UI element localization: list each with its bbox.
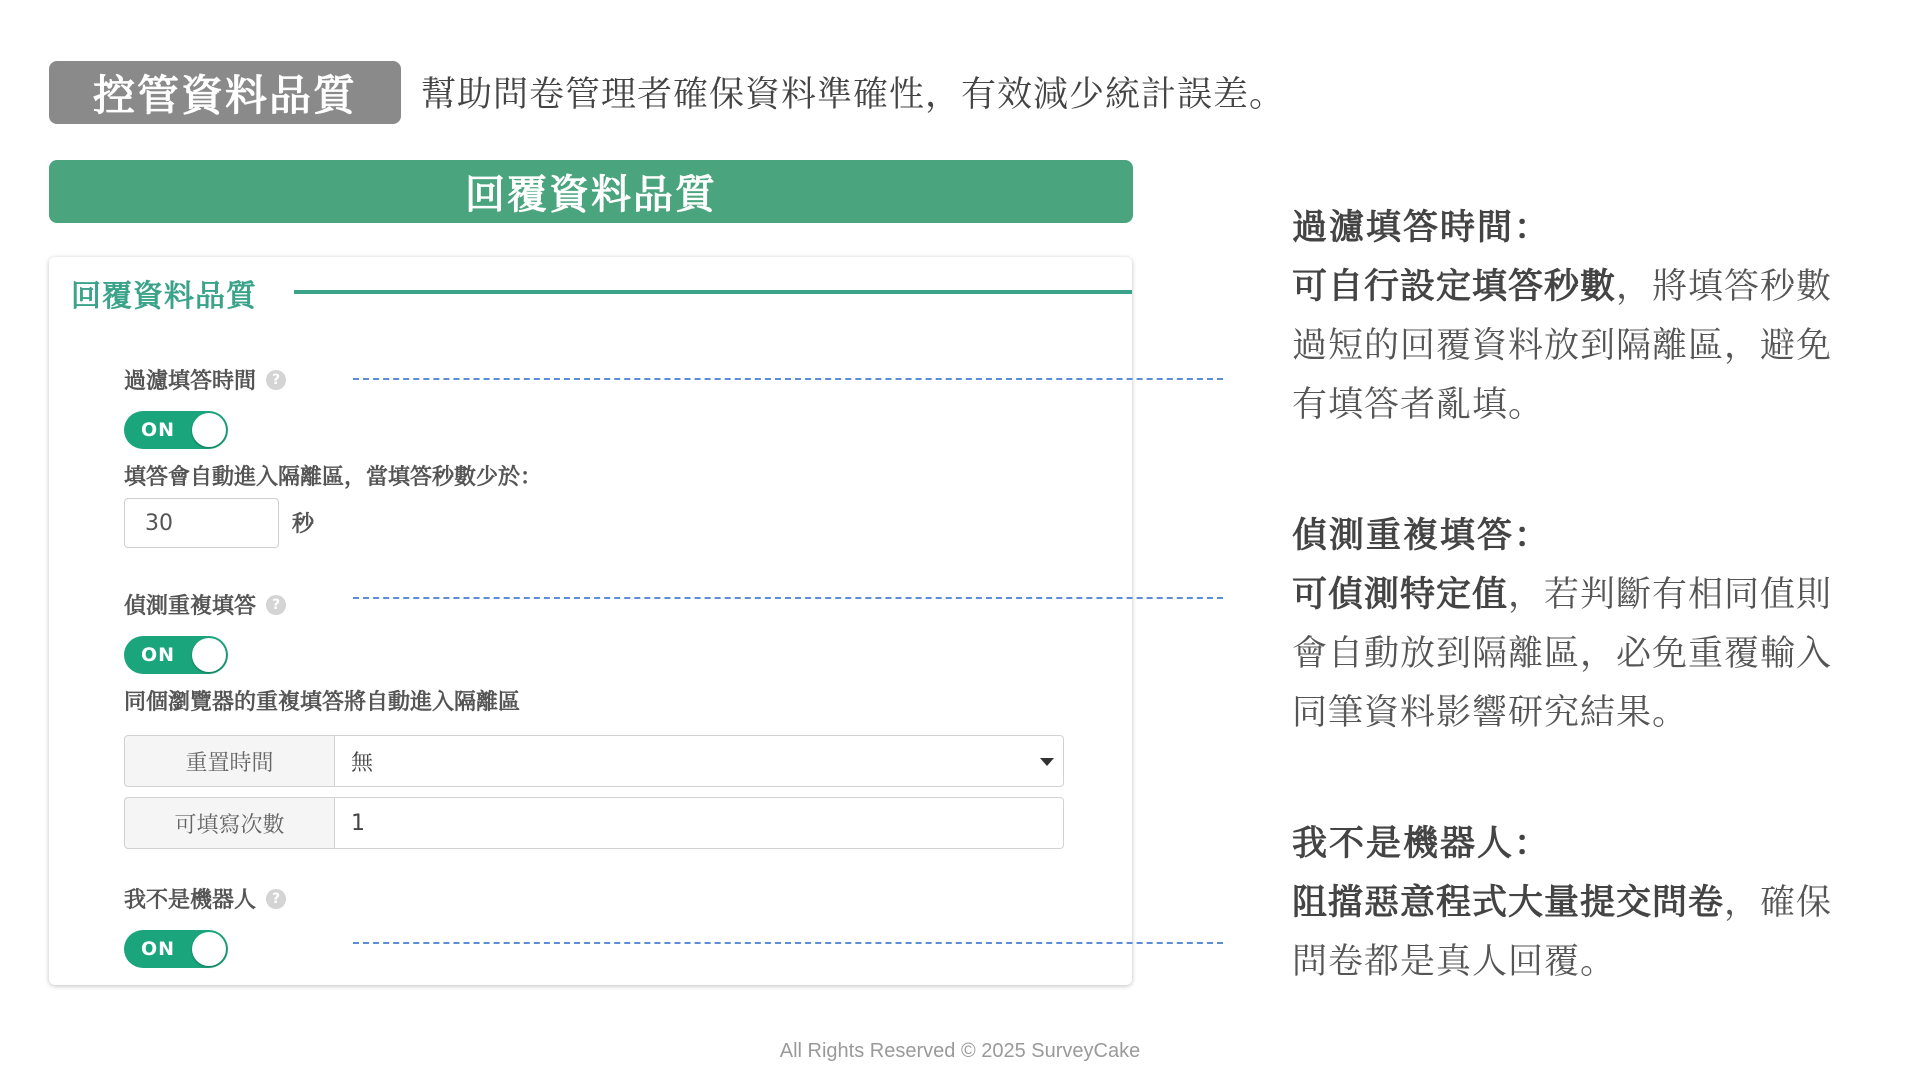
note-filter-time — [1292, 199, 1852, 435]
note-heading: 我不是機器人： — [1292, 824, 1552, 864]
captcha-label-text: 我不是機器人 — [124, 888, 257, 913]
note-text: ，將填答秒數過短的回覆資料放到隔離區，避免有填答者亂填。 — [1292, 267, 1833, 425]
note-text: ，確保問卷都是真人回覆。 — [1292, 883, 1833, 982]
help-icon[interactable]: ? — [266, 595, 286, 615]
toggle-knob — [192, 932, 226, 966]
settings-panel — [49, 257, 1132, 985]
help-icon[interactable]: ? — [266, 370, 286, 390]
connector-line-captcha — [353, 942, 1223, 944]
note-body — [1292, 874, 1852, 992]
reset-time-label: 重置時間 — [124, 735, 335, 787]
note-body — [1292, 566, 1852, 743]
note-emphasis: 阻擋惡意程式大量提交問卷 — [1292, 883, 1725, 923]
note-heading: 偵測重複填答： — [1292, 516, 1552, 556]
toggle-knob — [192, 638, 226, 672]
help-icon[interactable]: ? — [266, 889, 286, 909]
filter-time-label — [124, 364, 286, 395]
captcha-toggle[interactable] — [124, 930, 228, 968]
connector-line-duplicate — [353, 597, 1223, 599]
note-emphasis: 可自行設定填答秒數 — [1292, 267, 1617, 307]
allowed-count-label: 可填寫次數 — [124, 797, 335, 849]
toggle-on-label: ON — [141, 644, 176, 666]
toggle-on-label: ON — [141, 938, 176, 960]
toggle-knob — [192, 413, 226, 447]
note-text: ，若判斷有相同值則會自動放到隔離區，必免重覆輸入同筆資料影響研究結果。 — [1292, 575, 1833, 733]
seconds-unit: 秒 — [292, 512, 315, 537]
footer-copyright: All Rights Reserved © 2025 SurveyCake — [779, 1040, 1141, 1062]
connector-line-filter-time — [353, 378, 1223, 380]
duplicate-label — [124, 589, 286, 620]
seconds-input[interactable] — [124, 498, 279, 548]
note-emphasis: 可偵測特定值 — [1292, 575, 1509, 615]
reset-time-select[interactable] — [335, 735, 1064, 787]
note-captcha — [1292, 815, 1852, 992]
panel-title: 回覆資料品質 — [71, 279, 257, 314]
chevron-down-icon[interactable] — [1037, 736, 1057, 788]
filter-time-description: 填答會自動進入隔離區，當填答秒數少於： — [124, 465, 543, 490]
allowed-count-value: 1 — [351, 810, 365, 836]
panel-title-divider — [294, 290, 1132, 294]
reset-time-value: 無 — [351, 750, 374, 776]
note-body — [1292, 258, 1852, 435]
filter-time-toggle[interactable] — [124, 411, 228, 449]
section-badge: 控管資料品質 — [49, 61, 401, 124]
duplicate-toggle[interactable] — [124, 636, 228, 674]
duplicate-description: 同個瀏覽器的重複填答將自動進入隔離區 — [124, 690, 521, 715]
captcha-label — [124, 883, 286, 914]
section-description: 幫助問卷管理者確保資料準確性，有效減少統計誤差。 — [421, 75, 1286, 115]
duplicate-label-text: 偵測重複填答 — [124, 594, 257, 619]
toggle-on-label: ON — [141, 419, 176, 441]
note-heading: 過濾填答時間： — [1292, 208, 1552, 248]
filter-time-label-text: 過濾填答時間 — [124, 369, 257, 394]
allowed-count-input[interactable] — [335, 797, 1064, 849]
banner-title: 回覆資料品質 — [49, 160, 1133, 223]
note-duplicate — [1292, 507, 1852, 743]
